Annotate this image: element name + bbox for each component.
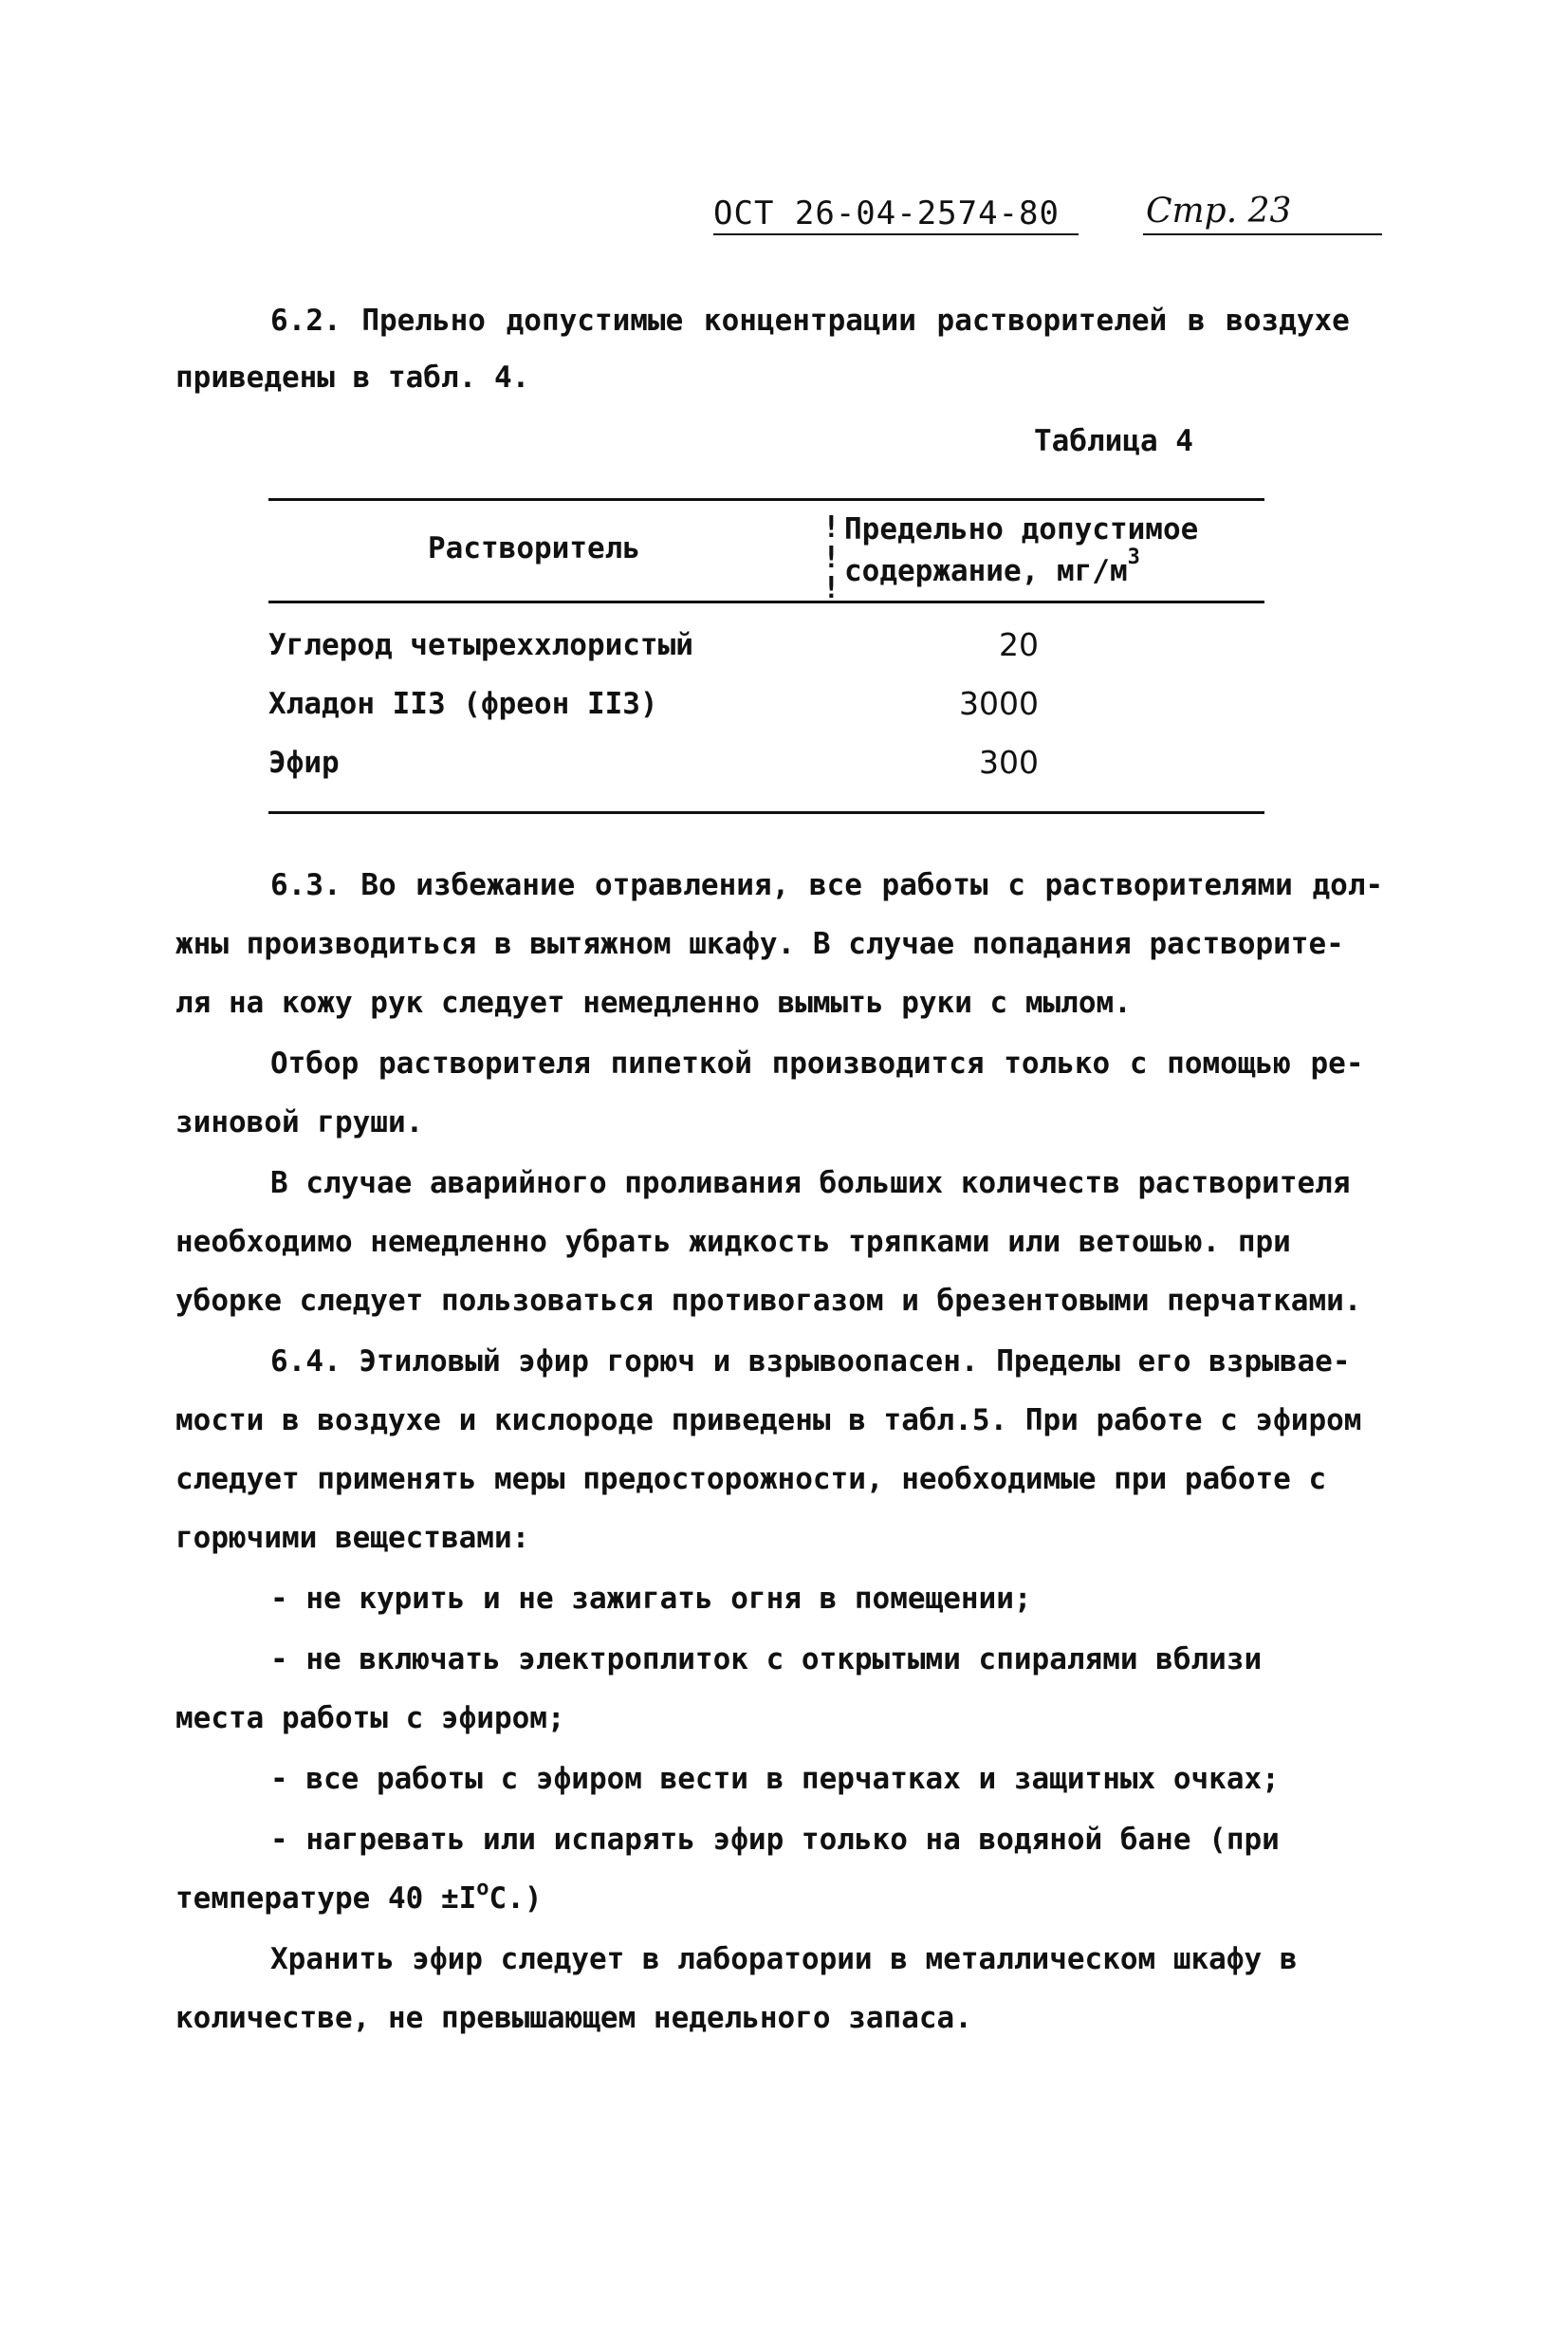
paragraph-6-2-line-1: 6.2. Прельно допустимые концентрации растворителей в воздухе [270,304,1350,338]
paragraph-storage-line-2: количестве, не превышающем недельного запаса. [175,2001,972,2035]
list-item-no-heaters-line-2: места работы с эфиром; [175,1701,565,1735]
table-column-separator: ! ! ! [822,510,840,605]
list-item-water-bath-line-2: температуре $40 \pm I^oС$.) [175,1877,543,1916]
paragraph-6-3-line-2: жны производиться в вытяжном шкафу. В случае попадания растворите- [175,927,1344,961]
list-item-no-heaters-line-1: - не включать электроплиток с открытыми спиралями вблизи [270,1642,1263,1676]
list-item-water-bath-line-1: - нагревать или испарять эфир только на водяной бане (при [270,1823,1280,1857]
paragraph-6-3-line-1: 6.3. Во избежание отравления, все работы с растворителями дол- [270,868,1384,902]
paragraph-pipette-line-2: зиновой груши. [175,1105,424,1139]
list-item-gloves-goggles: - все работы с эфиром вести в перчатках и защитных очках; [270,1762,1280,1796]
table-row-2-name: Хладон II3 (фреон II3) [268,687,658,721]
table-bottom-rule [268,811,1264,814]
paragraph-6-4-line-4: горючими веществами: [175,1521,530,1555]
table-top-rule [268,498,1264,501]
table-header-limit-line-2: содержание, $мг/м^3$ [844,546,1140,588]
paragraph-pipette-line-1: Отбор растворителя пипеткой производится только с помощью ре- [270,1046,1364,1081]
table-row-3-value: 300 [979,744,1039,781]
table-row-2-value: 3000 [959,685,1039,722]
list-item-no-smoking: - не курить и не зажигать огня в помещении; [270,1582,1032,1616]
paragraph-6-4-line-3: следует применять меры предосторожности, необходимые при работе с [175,1462,1327,1496]
paragraph-6-4-line-2: мости в воздухе и кислороде приведены в табл.5. При работе с эфиром [175,1403,1362,1437]
paragraph-6-2-line-2: приведены в табл. 4. [175,361,530,395]
paragraph-spill-line-3: уборке следует пользоваться противогазом и брезентовыми перчатками. [175,1284,1362,1318]
table-header-limit-line-1: Предельно допустимое [844,512,1199,546]
table-row-3-name: Эфир [268,746,340,780]
table-row-1-name: Углерод четыреххлористый [268,628,693,662]
page-number: Стр. 23 [1146,192,1292,231]
paragraph-spill-line-2: необходимо немедленно убрать жидкость тряпками или ветошью. при [175,1225,1291,1259]
table-header-solvent: Растворитель [428,531,640,565]
document-code: ОСТ 26-04-2574-80 [713,194,1060,232]
paragraph-storage-line-1: Хранить эфир следует в лаборатории в металлическом шкафу в [270,1942,1298,1976]
table-caption: Таблица 4 [1034,424,1193,458]
table-header-limit [844,509,1198,592]
paragraph-6-3-line-3: ля на кожу рук следует немедленно вымыть руки с мылом. [175,986,1132,1020]
table-row-1-value: 20 [999,626,1039,663]
page-number-underline [1143,233,1382,235]
paragraph-spill-line-1: В случае аварийного проливания больших количеств растворителя [270,1166,1351,1200]
table-header-rule [268,601,1264,603]
document-code-underline [713,233,1079,235]
paragraph-6-4-line-1: 6.4. Этиловый эфир горюч и взрывоопасен. Пределы его взрывае- [270,1344,1351,1379]
